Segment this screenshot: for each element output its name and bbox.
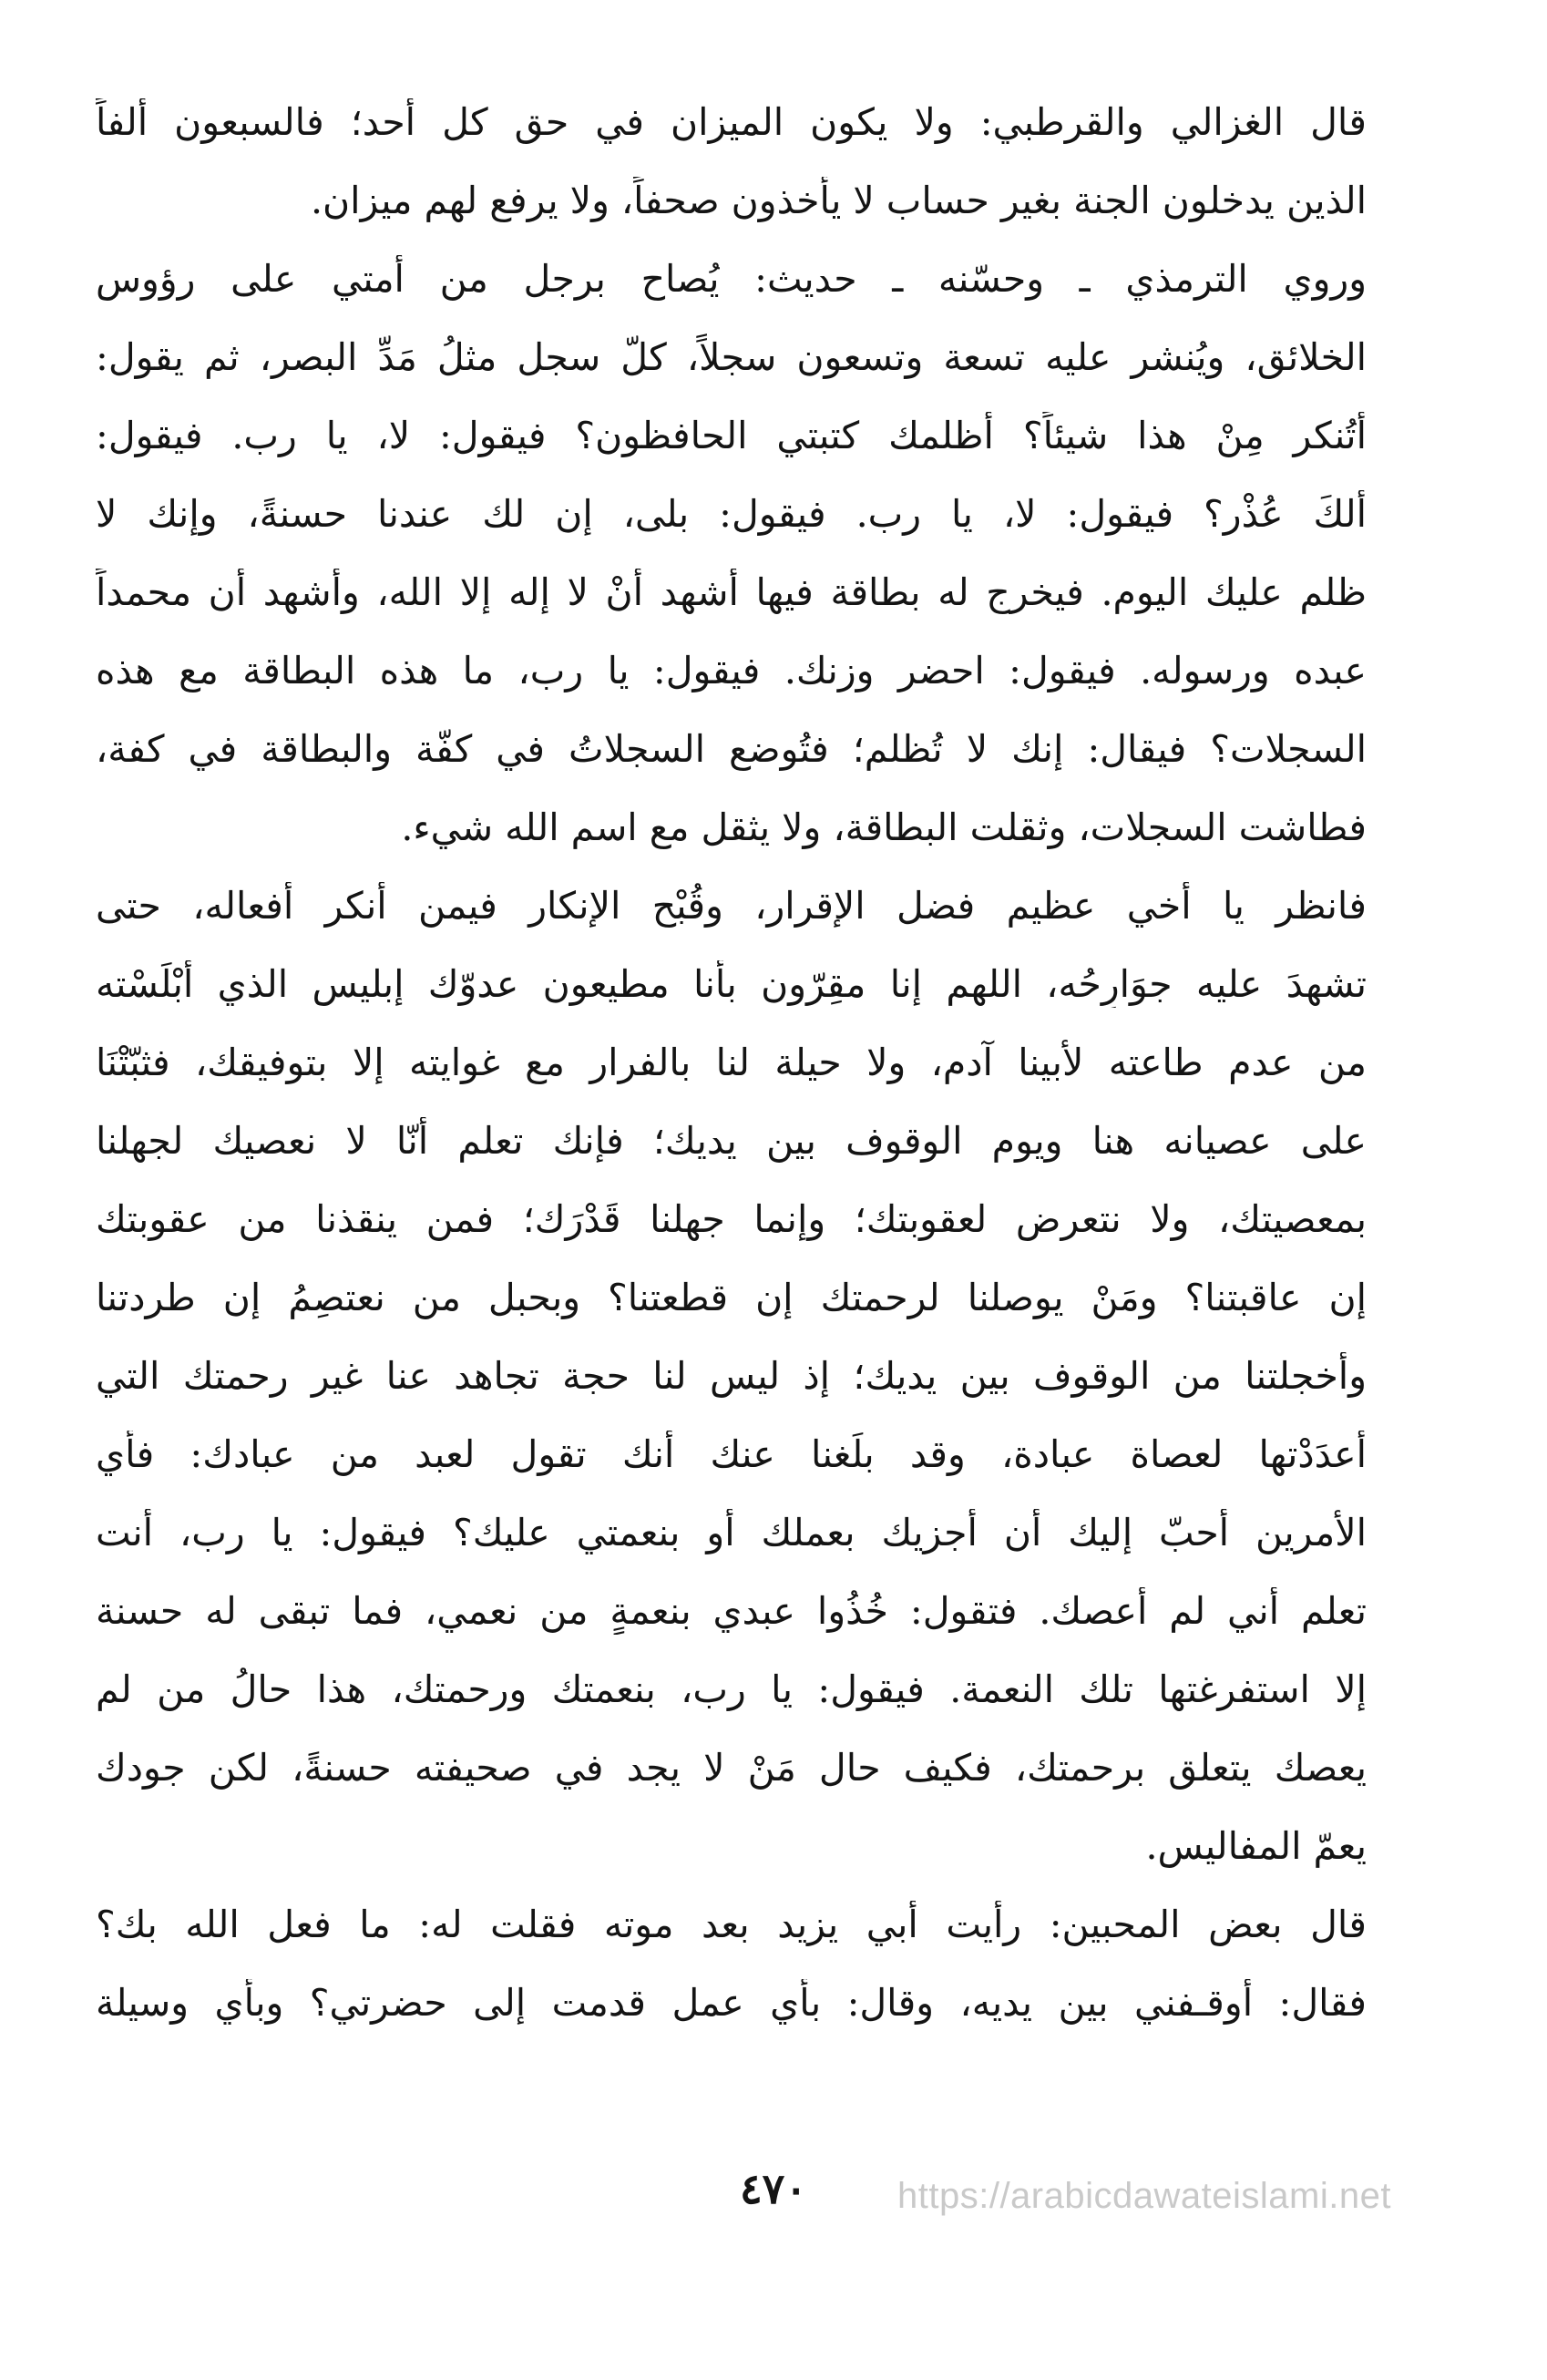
text-line: يعصك يتعلق برحمتك، فكيف حال مَنْ لا يجد في صحيفته حسنةً، لكن جودك (96, 1746, 1367, 1790)
text-line: يعمّ المفاليس. (1145, 1824, 1367, 1868)
text-line: الأمرين أحبّ إليك أن أجزيك بعملك أو بنعمتي عليك؟ فيقول: يا رب، أنت (96, 1511, 1367, 1554)
paragraph-4 (96, 1901, 1367, 2026)
text-line: من عدم طاعته لأبينا آدم، ولا حيلة لنا بالفرار مع غوايته إلا بتوفيقك، فثبّتْنَا (96, 1041, 1367, 1084)
website-watermark: https://arabicdawateislami.net (897, 2176, 1391, 2216)
text-line: فقال: أوقـفني بين يديه، وقال: بأي عمل قدمت إلى حضرتي؟ وبأي وسيلة (96, 1981, 1367, 2025)
text-line: فطاشت السجلات، وثقلت البطاقة، ولا يثقل مع اسم الله شيء. (401, 805, 1367, 849)
text-line: ألكَ عُذْر؟ فيقول: لا، يا رب. فيقول: بلى، إن لك عندنا حسنةً، وإنك لا (96, 492, 1367, 536)
text-line: تعلم أني لم أعصك. فتقول: خُذُوا عبدي بنعمةٍ من نعمي، فما تبقى له حسنة (96, 1589, 1367, 1633)
text-line: ظلم عليك اليوم. فيخرج له بطاقة فيها أَشهد أنْ لا إله إلا الله، وأشهد أن محمداً (96, 570, 1367, 614)
paragraph-2 (96, 255, 1367, 851)
text-line: أتُنكر مِنْ هذا شيئاً؟ أظلمك كتبتي الحافظون؟ فيقول: لا، يا رب. فيقول: (96, 414, 1367, 457)
paragraph-1 (96, 98, 1367, 224)
text-line: إن عاقبتنا؟ ومَنْ يوصلنا لرحمتك إن قطعتنا؟ وبحبل من نعتصِمُ إن طردتنا (96, 1276, 1367, 1319)
paragraph-3 (96, 882, 1367, 1870)
text-line: فانظر يا أخي عظيم فضل الإقرار، وقُبْح الإنكار فيمن أنكر أفعاله، حتى (96, 884, 1367, 928)
text-line: على عصيانه هنا ويوم الوقوف بين يديك؛ فإنك تعلم أنّا لا نعصيك لجهلنا (96, 1119, 1367, 1163)
text-line: عبده ورسوله. فيقول: احضر وزنك. فيقول: يا رب، ما هذه البطاقة مع هذه (96, 649, 1367, 692)
text-line: بمعصيتك، ولا نتعرض لعقوبتك؛ وإنما جهلنا قَدْرَك؛ فمن ينقذنا من عقوبتك (96, 1197, 1367, 1241)
page-number: ٤٧٠ (739, 2164, 808, 2213)
text-line: إلا استفرغتها تلك النعمة. فيقول: يا رب، بنعمتك ورحمتك، هذا حالُ من لم (96, 1667, 1367, 1711)
page-body (96, 98, 1367, 2057)
text-line: السجلات؟ فيقال: إنك لا تُظلم؛ فتُوضع السجلاتُ في كفّة والبطاقة في كفة، (96, 727, 1367, 771)
text-line: الذين يدخلون الجنة بغير حساب لا يأخذون صحفاً، ولا يرفع لهم ميزان. (310, 179, 1367, 222)
text-line: الخلائق، ويُنشر عليه تسعة وتسعون سجلاً، كلّ سجل مثلُ مَدِّ البصر، ثم يقول: (96, 335, 1367, 379)
text-line: تشهدَ عليه جوَارِحُه، اللهم إنا مقِرّون بأنا مطيعون عدوّك إبليس الذي أَبْلَسْته (96, 962, 1367, 1006)
text-line: قال الغزالي والقرطبي: ولا يكون الميزان في حق كل أحد؛ فالسبعون ألفاً (96, 100, 1367, 144)
text-line: وأخجلتنا من الوقوف بين يديك؛ إذ ليس لنا حجة تجاهد عنا غير رحمتك التي (96, 1354, 1367, 1398)
text-line: وروي الترمذي ـ وحسّنه ـ حديث: يُصاح برجل من أمتي على رؤوس (96, 257, 1367, 301)
text-line: أعدَدْتها لعصاة عبادة، وقد بلَغنا عنك أنك تقول لعبد من عبادك: فأي (96, 1432, 1367, 1476)
text-line: قال بعض المحبين: رأيت أبي يزيد بعد موته فقلت له: ما فعل الله بك؟ (96, 1903, 1367, 1946)
